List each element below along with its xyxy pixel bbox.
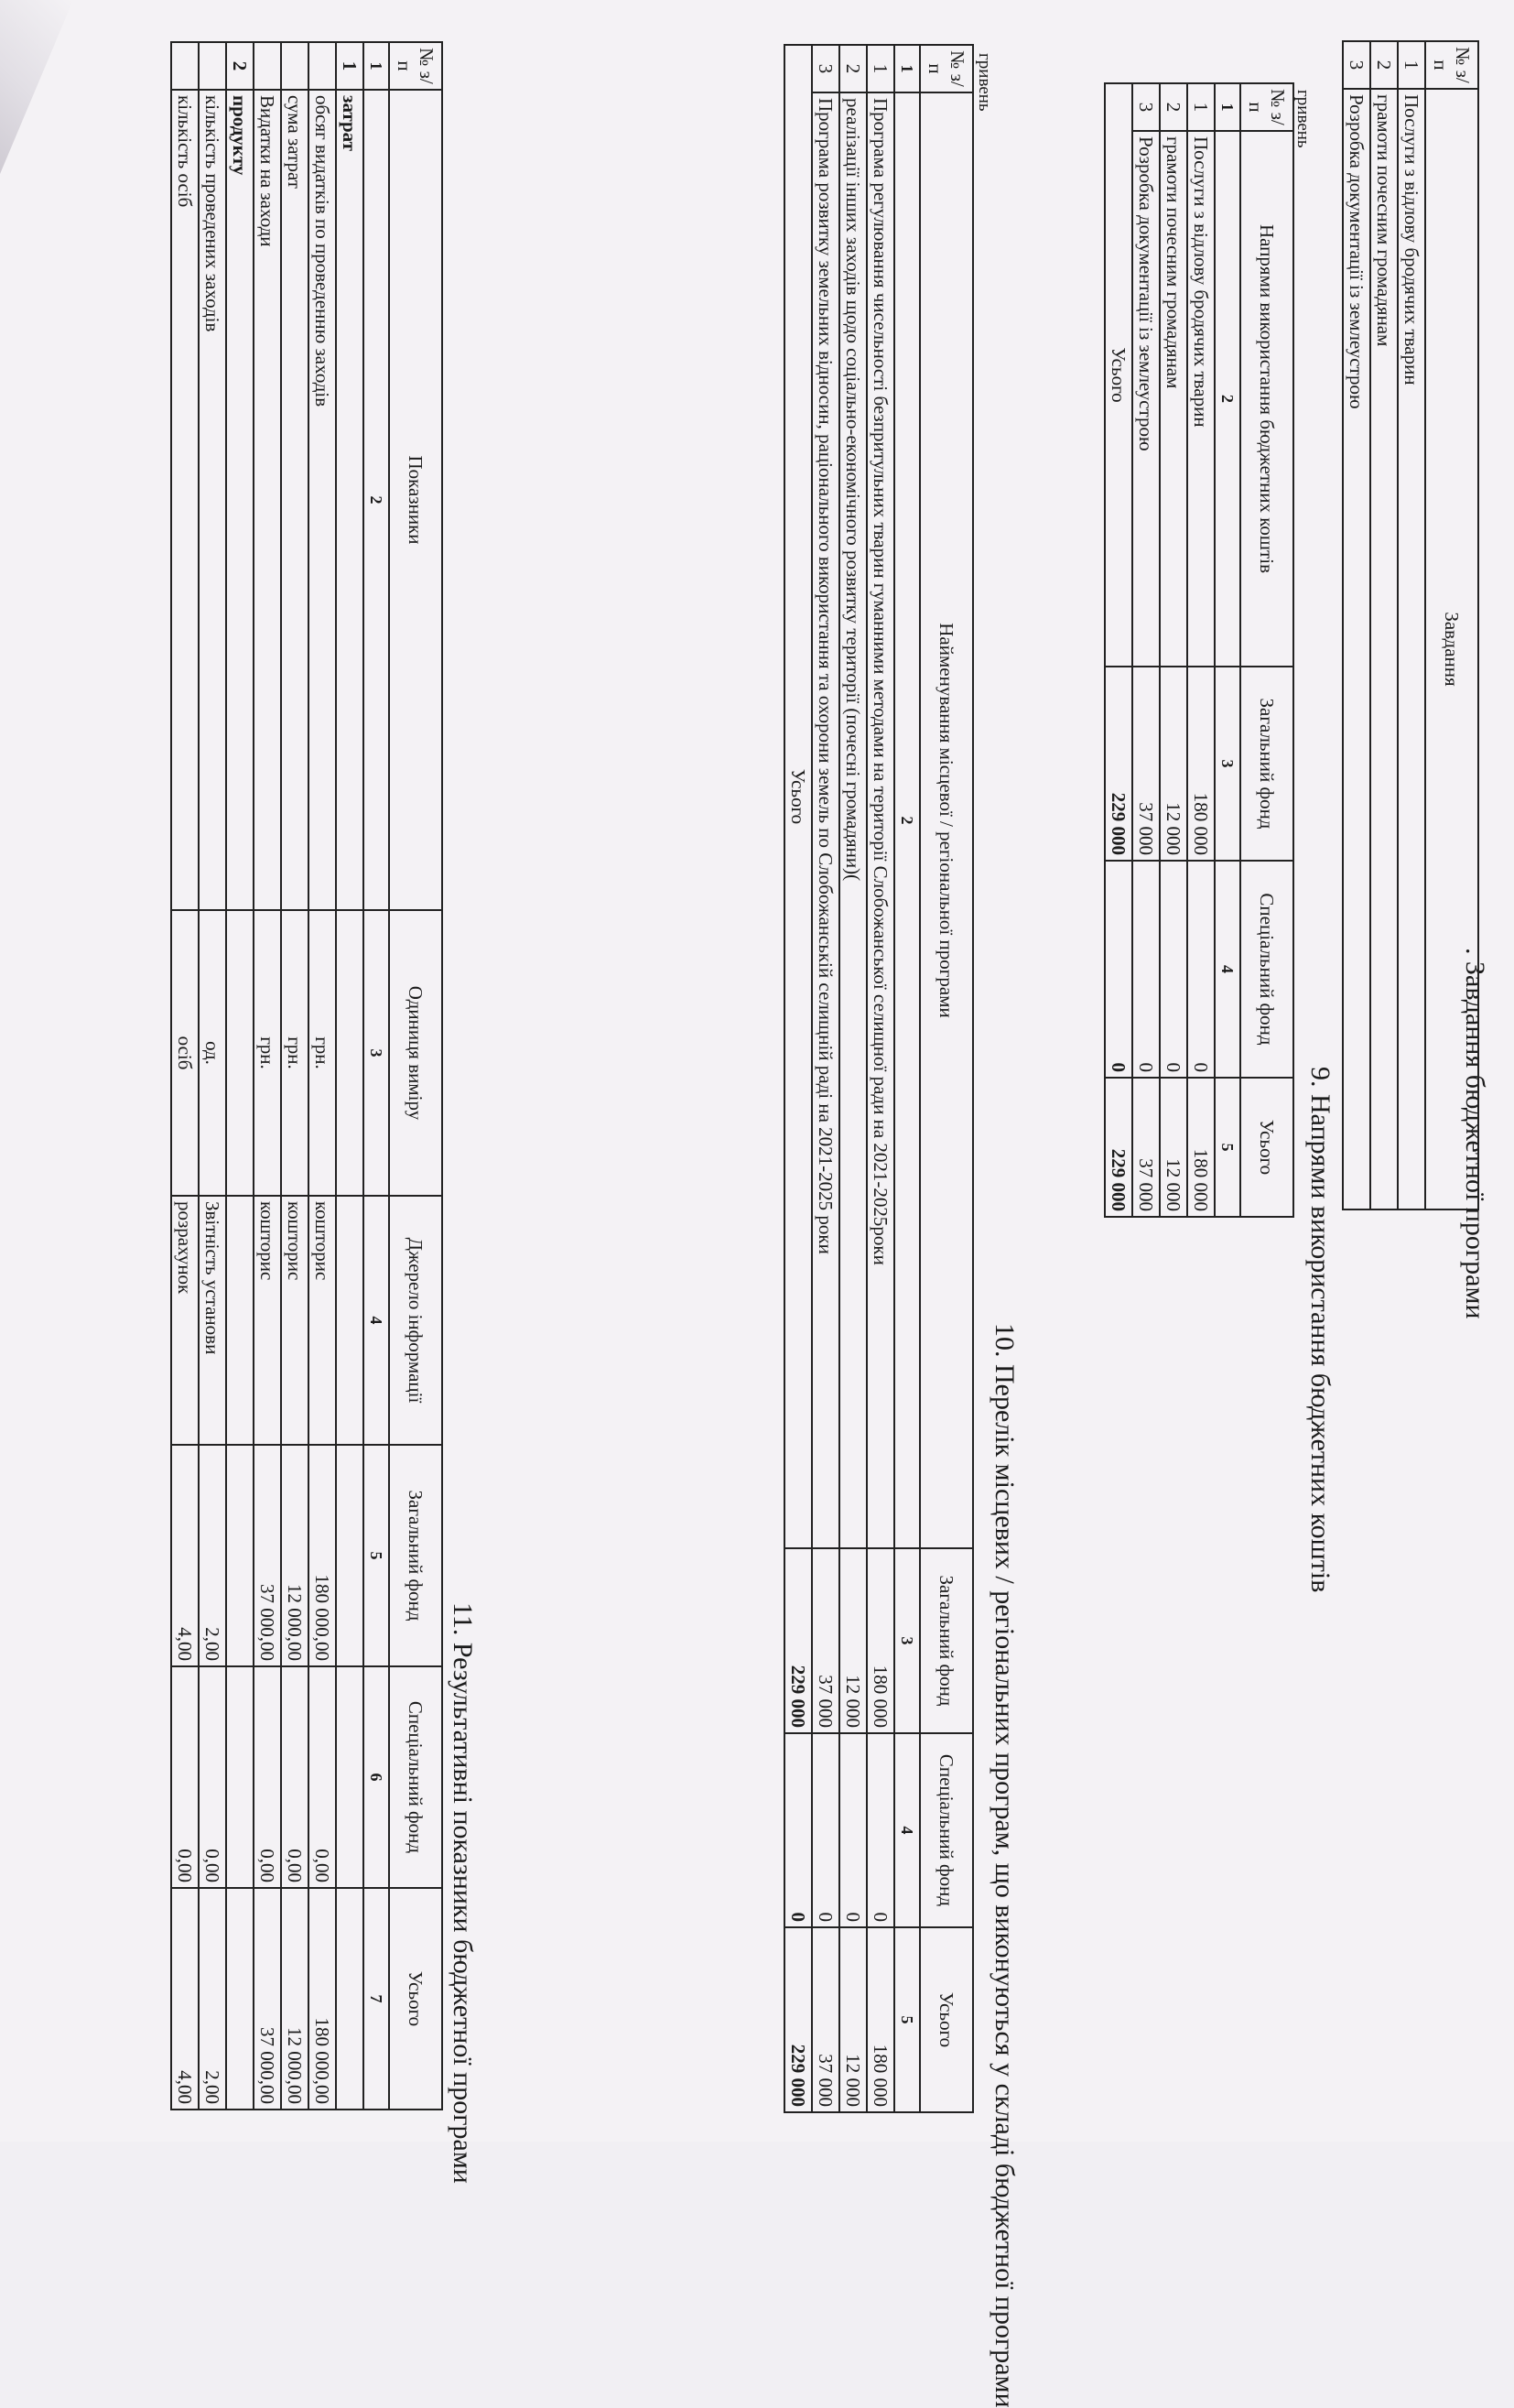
row-number: 2 bbox=[1370, 41, 1398, 89]
table-row bbox=[1132, 83, 1160, 1217]
special-fund-value: 0 bbox=[839, 1733, 867, 1927]
tasks-task-header: Завдання bbox=[1425, 89, 1478, 1209]
table-row bbox=[1343, 41, 1370, 1209]
total-value: 12 000 bbox=[839, 1927, 867, 2112]
tasks-table bbox=[1342, 40, 1479, 1210]
row-number bbox=[254, 42, 281, 90]
row-number: 2 bbox=[1160, 83, 1187, 131]
total-value: 4,00 bbox=[171, 1888, 199, 2110]
total-value: 37 000 bbox=[1132, 1078, 1160, 1217]
section8-title: . Завдання бюджетної програми bbox=[1460, 948, 1490, 1319]
row-number: 3 bbox=[812, 45, 839, 92]
indicators-special-header: Спеціальний фонд bbox=[389, 1666, 442, 1888]
column-number: 5 bbox=[894, 1927, 920, 2112]
special-fund-value: 0 bbox=[1160, 861, 1187, 1078]
special-fund-value: 0,00 bbox=[308, 1666, 336, 1888]
row-number: 1 bbox=[1398, 41, 1425, 89]
unit-of-measure: грн. bbox=[281, 910, 308, 1196]
directions-num-header: № з/п bbox=[1240, 83, 1293, 131]
special-fund-value: 0 bbox=[1187, 861, 1215, 1078]
special-fund-value: 0,00 bbox=[171, 1666, 199, 1888]
directions-name-header: Напрями використання бюджетних коштів bbox=[1240, 131, 1293, 667]
table-row bbox=[1187, 83, 1215, 1217]
total-value: 12 000,00 bbox=[281, 1888, 308, 2110]
row-number bbox=[199, 42, 226, 90]
general-fund-value bbox=[226, 1445, 254, 1666]
general-fund-value: 180 000 bbox=[867, 1548, 894, 1733]
column-number: 7 bbox=[363, 1888, 389, 2110]
row-number: 1 bbox=[1187, 83, 1215, 131]
indicator-name: затрат bbox=[336, 90, 363, 910]
general-fund-value: 180 000,00 bbox=[308, 1445, 336, 1666]
special-fund-value bbox=[226, 1666, 254, 1888]
special-fund-value: 0,00 bbox=[254, 1666, 281, 1888]
column-number: 1 bbox=[894, 45, 920, 92]
information-source: кошторис bbox=[281, 1196, 308, 1445]
row-number: 1 bbox=[867, 45, 894, 92]
table-row bbox=[812, 45, 839, 2112]
task-name: Послуги з відлову бродячих тварин bbox=[1398, 89, 1425, 1209]
section9-unit: гривень bbox=[1293, 90, 1313, 148]
table-row bbox=[308, 42, 336, 2110]
folded-corner bbox=[0, 0, 73, 174]
total-label: Усього bbox=[1105, 83, 1132, 667]
indicator-name: обсяг видатків по проведенню заходів bbox=[308, 90, 336, 910]
table-row bbox=[281, 42, 308, 2110]
column-number: 6 bbox=[363, 1666, 389, 1888]
column-number-row bbox=[363, 42, 389, 2110]
programs-name-header: Найменування місцевої / регіональної програми bbox=[920, 92, 973, 1548]
task-name: Розробка документації із землеустрою bbox=[1343, 89, 1370, 1209]
section9-title: 9. Напрями використання бюджетних коштів bbox=[1305, 1067, 1336, 1593]
column-number: 5 bbox=[1215, 1078, 1240, 1217]
directions-total-header: Усього bbox=[1240, 1078, 1293, 1217]
programs-total-header: Усього bbox=[920, 1927, 973, 2112]
total-special: 0 bbox=[1105, 861, 1132, 1078]
general-fund-value: 12 000 bbox=[1160, 667, 1187, 861]
information-source bbox=[336, 1196, 363, 1445]
row-number: 1 bbox=[336, 42, 363, 90]
indicator-name: Видатки на заходи bbox=[254, 90, 281, 910]
special-fund-value: 0,00 bbox=[199, 1666, 226, 1888]
column-number: 1 bbox=[1215, 83, 1240, 131]
tasks-num-header: № з/п bbox=[1425, 41, 1478, 89]
indicator-name: кількість проведених заходів bbox=[199, 90, 226, 910]
total-value: 37 000,00 bbox=[254, 1888, 281, 2110]
total-total: 229 000 bbox=[784, 1927, 812, 2112]
general-fund-value: 180 000 bbox=[1187, 667, 1215, 861]
table-row bbox=[1370, 41, 1398, 1209]
general-fund-value: 4,00 bbox=[171, 1445, 199, 1666]
group-row bbox=[336, 42, 363, 2110]
column-number: 2 bbox=[363, 90, 389, 910]
row-number: 3 bbox=[1132, 83, 1160, 131]
table-row bbox=[254, 42, 281, 2110]
column-number: 4 bbox=[1215, 861, 1240, 1078]
column-number: 4 bbox=[894, 1733, 920, 1927]
table-row bbox=[171, 42, 199, 2110]
directions-general-header: Загальний фонд bbox=[1240, 667, 1293, 861]
direction-name: Розробка документації із землеустрою bbox=[1132, 131, 1160, 667]
information-source: Звітність установи bbox=[199, 1196, 226, 1445]
total-value: 2,00 bbox=[199, 1888, 226, 2110]
special-fund-value: 0 bbox=[867, 1733, 894, 1927]
total-label: Усього bbox=[784, 45, 812, 1548]
column-number: 3 bbox=[1215, 667, 1240, 861]
programs-num-header: № з/п bbox=[920, 45, 973, 92]
section10-unit: гривень bbox=[975, 53, 994, 112]
row-number: 2 bbox=[226, 42, 254, 90]
programs-general-header: Загальний фонд bbox=[920, 1548, 973, 1733]
general-fund-value: 37 000 bbox=[812, 1548, 839, 1733]
directions-special-header: Спеціальний фонд bbox=[1240, 861, 1293, 1078]
programs-special-header: Спеціальний фонд bbox=[920, 1733, 973, 1927]
section10-title: 10. Перелік місцевих / регіональних програм, що виконуються у складі бюджетної програми bbox=[990, 1323, 1020, 2408]
general-fund-value bbox=[336, 1445, 363, 1666]
direction-name: грамоти почесним громадянам bbox=[1160, 131, 1187, 667]
indicators-name-header: Показники bbox=[389, 90, 442, 910]
programs-table bbox=[784, 44, 974, 2113]
total-special: 0 bbox=[784, 1733, 812, 1927]
table-row bbox=[867, 45, 894, 2112]
total-row bbox=[1105, 83, 1132, 1217]
total-row bbox=[784, 45, 812, 2112]
row-number bbox=[281, 42, 308, 90]
general-fund-value: 2,00 bbox=[199, 1445, 226, 1666]
general-fund-value: 37 000 bbox=[1132, 667, 1160, 861]
row-number bbox=[171, 42, 199, 90]
total-value bbox=[226, 1888, 254, 2110]
information-source: кошторис bbox=[254, 1196, 281, 1445]
direction-name: Послуги з відлову бродячих тварин bbox=[1187, 131, 1215, 667]
column-number: 4 bbox=[363, 1196, 389, 1445]
unit-of-measure: осіб bbox=[171, 910, 199, 1196]
general-fund-value: 12 000,00 bbox=[281, 1445, 308, 1666]
total-general: 229 000 bbox=[1105, 667, 1132, 861]
unit-of-measure: од. bbox=[199, 910, 226, 1196]
column-number: 2 bbox=[894, 92, 920, 1548]
program-name: Програма регулювання чисельності безпритульних тварин гуманними методами на території Слобожанської селищної ради на 2021-2025роки bbox=[867, 92, 894, 1548]
row-number: 3 bbox=[1343, 41, 1370, 89]
information-source: розрахунок bbox=[171, 1196, 199, 1445]
table-row bbox=[1398, 41, 1425, 1209]
row-number bbox=[308, 42, 336, 90]
total-value bbox=[336, 1888, 363, 2110]
indicators-table bbox=[170, 41, 443, 2110]
total-total: 229 000 bbox=[1105, 1078, 1132, 1217]
total-general: 229 000 bbox=[784, 1548, 812, 1733]
total-value: 180 000 bbox=[1187, 1078, 1215, 1217]
row-number: 2 bbox=[839, 45, 867, 92]
unit-of-measure: грн. bbox=[308, 910, 336, 1196]
task-name: грамоти почесним громадянам bbox=[1370, 89, 1398, 1209]
column-number: 3 bbox=[363, 910, 389, 1196]
indicators-num-header: № з/п bbox=[389, 42, 442, 90]
indicators-general-header: Загальний фонд bbox=[389, 1445, 442, 1666]
program-name: реалізації інших заходів щодо соціально-економічного розвитку території (почесні громадяни)( bbox=[839, 92, 867, 1548]
column-number: 5 bbox=[363, 1445, 389, 1666]
unit-of-measure bbox=[336, 910, 363, 1196]
program-name: Програма розвитку земельних відносин, раціонального використання та охорони земель по Слобожанській селищній раді на 2021-2025 роки bbox=[812, 92, 839, 1548]
indicator-name: продукту bbox=[226, 90, 254, 910]
total-value: 180 000,00 bbox=[308, 1888, 336, 2110]
indicator-name: кількість осіб bbox=[171, 90, 199, 910]
general-fund-value: 12 000 bbox=[839, 1548, 867, 1733]
total-value: 37 000 bbox=[812, 1927, 839, 2112]
special-fund-value: 0 bbox=[1132, 861, 1160, 1078]
indicators-total-header: Усього bbox=[389, 1888, 442, 2110]
information-source bbox=[226, 1196, 254, 1445]
special-fund-value: 0 bbox=[812, 1733, 839, 1927]
directions-table bbox=[1104, 82, 1294, 1218]
total-value: 180 000 bbox=[867, 1927, 894, 2112]
information-source: кошторис bbox=[308, 1196, 336, 1445]
total-value: 12 000 bbox=[1160, 1078, 1187, 1217]
column-number-row bbox=[894, 45, 920, 2112]
group-row bbox=[226, 42, 254, 2110]
section11-title: 11. Результативні показники бюджетної програми bbox=[448, 1602, 478, 2184]
table-row bbox=[199, 42, 226, 2110]
special-fund-value: 0,00 bbox=[281, 1666, 308, 1888]
unit-of-measure: грн. bbox=[254, 910, 281, 1196]
column-number: 2 bbox=[1215, 131, 1240, 667]
column-number: 3 bbox=[894, 1548, 920, 1733]
column-number-row bbox=[1215, 83, 1240, 1217]
special-fund-value bbox=[336, 1666, 363, 1888]
table-row bbox=[1160, 83, 1187, 1217]
table-row bbox=[839, 45, 867, 2112]
indicators-source-header: Джерело інформації bbox=[389, 1196, 442, 1445]
indicator-name: сума затрат bbox=[281, 90, 308, 910]
indicators-unit-header: Одиниця виміру bbox=[389, 910, 442, 1196]
unit-of-measure bbox=[226, 910, 254, 1196]
column-number: 1 bbox=[363, 42, 389, 90]
general-fund-value: 37 000,00 bbox=[254, 1445, 281, 1666]
